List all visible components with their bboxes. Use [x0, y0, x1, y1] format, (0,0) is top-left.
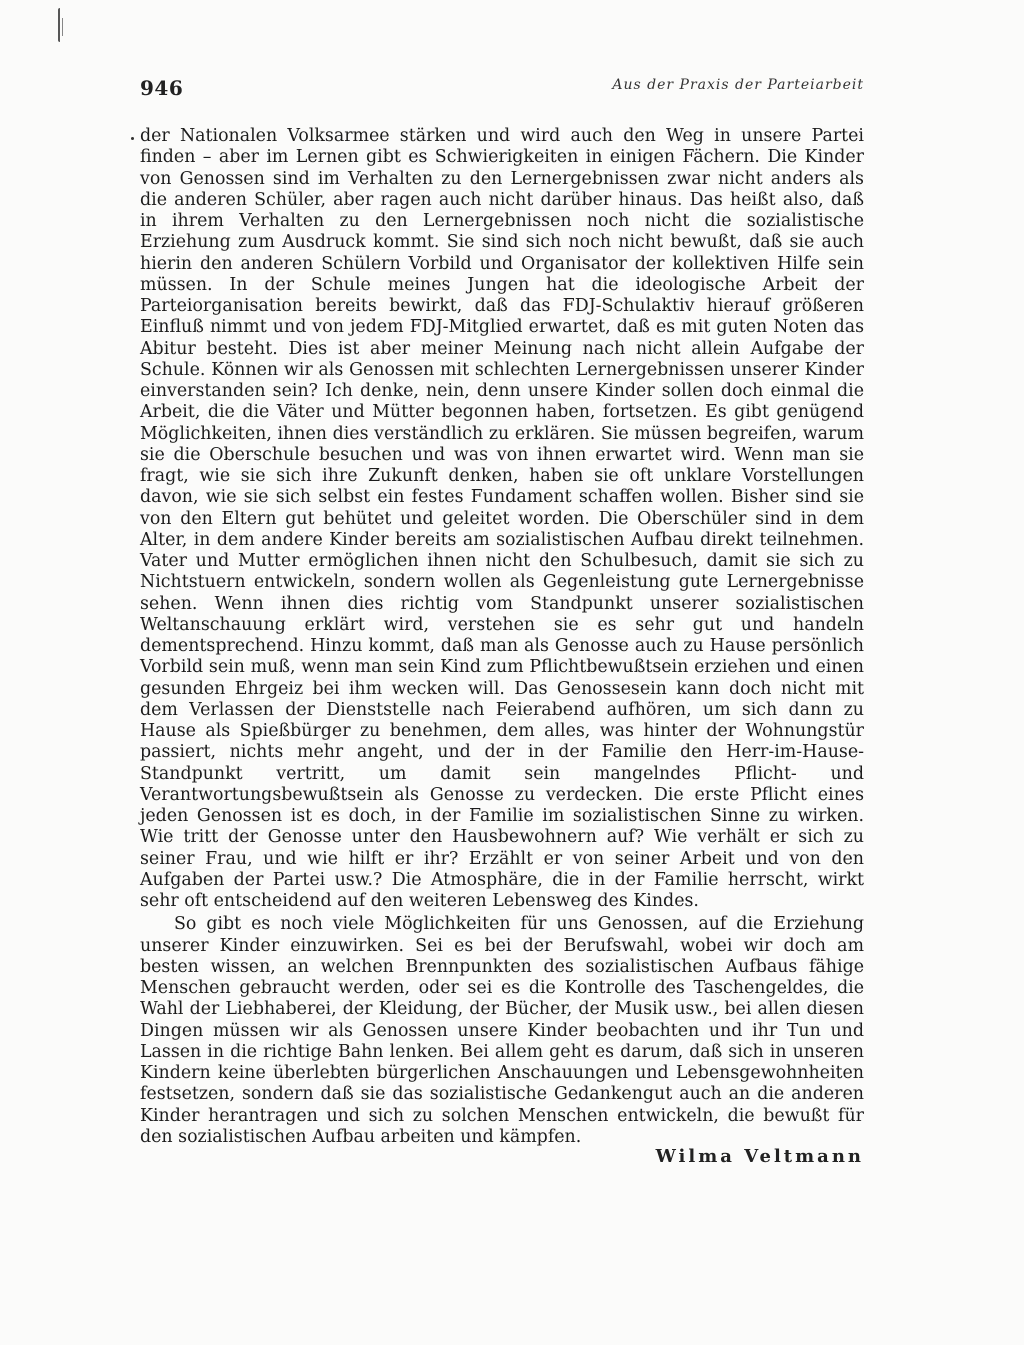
margin-dot [131, 137, 134, 140]
margin-pencil-mark-secondary [62, 18, 64, 36]
page-header [140, 74, 864, 102]
paragraph-continued: der Nationalen Volksarmee stärken und wird auch den Weg in unsere Partei finden – aber im Lernen gibt es Schwierigkeiten in einigen Fächern. Die Kinder von Genossen sind im Verhalten zu den Lernergebnissen zwar nicht anders als die anderen Schüler, aber ragen auch nicht darüber hinaus. Das heißt also, daß in ihrem Verhalten zu den Lernergebnissen noch nicht die sozialistische Erziehung zum Ausdruck kommt. Sie sind sich noch nicht bewußt, daß sie auch hierin den anderen Schülern Vorbild und Organisator der kollektiven Hilfe sein müssen. In der Schule meines Jungen hat die ideologische Arbeit der Parteiorganisation bereits bewirkt, daß das FDJ-Schulaktiv hierauf größeren Einfluß nimmt und von jedem FDJ-Mitglied erwartet, daß es mit guten Noten das Abitur besteht. Dies ist aber meiner Meinung nach nicht allein Aufgabe der Schule. Können wir als Genossen mit schlechten Lernergebnissen unserer Kinder einverstanden sein? Ich denke, nein, denn unsere Kinder sollen doch einmal die Arbeit, die die Väter und Mütter begonnen haben, fortsetzen. Es gibt genügend Möglichkeiten, ihnen dies verständlich zu erklären. Sie müssen begreifen, warum sie die Oberschule besuchen und was von ihnen erwartet wird. Wenn man sie fragt, wie sie sich ihre Zukunft denken, haben sie oft unklare Vorstellungen davon, wie sie sich selbst ein festes Fundament schaffen wollen. Bisher sind sie von den Eltern gut behütet und geleitet worden. Die Oberschüler sind in dem Alter, in dem andere Kinder bereits am sozialistischen Aufbau direkt teilnehmen. Vater und Mutter ermöglichen ihnen nicht den Schulbesuch, damit sie sich zu Nichtstuern entwickeln, sondern wollen als Gegenleistung gute Lernergebnisse sehen. Wenn ihnen dies richtig vom Standpunkt unserer sozialistischen Weltanschauung erklärt wird, verstehen sie es sehr gut und handeln dementsprechend. Hinzu kommt, daß man als Genosse auch zu Hause persönlich Vorbild sein muß, wenn man sein Kind zum Pflichtbewußtsein erziehen und einen gesunden Ehrgeiz bei ihm wecken will. Das Genossesein kann doch nicht mit dem Verlassen der Dienststelle nach Feierabend aufhören, um sich dann zu Hause als Spießbürger zu benehmen, dem alles, was hinter der Wohnungstür passiert, nichts mehr angeht, und der in der Familie den Herr-im-Hause-Standpunkt vertritt, um damit sein mangelndes Pflicht- und Verantwortungsbewußtsein als Genosse zu verdecken. Die erste Pflicht eines jeden Genossen ist es doch, in der Familie im sozialistischen Sinne zu wirken. Wie tritt der Genosse unter den Hausbewohnern auf? Wie verhält er sich zu seiner Frau, und wie hilft er ihr? Erzählt er von seiner Arbeit und von den Aufgaben der Partei usw.? Die Atmosphäre, die in der Familie herrscht, wirkt sehr oft entscheidend auf den weiteren Lebensweg des Kindes. [140, 126, 864, 911]
running-head: Aus der Praxis der Parteiarbeit [612, 77, 864, 93]
author-signature: Wilma Veltmann [655, 1146, 864, 1167]
page-number: 946 [140, 76, 184, 100]
body-text [140, 126, 864, 1148]
paragraph: So gibt es noch viele Möglichkeiten für uns Genossen, auf die Erziehung unserer Kinder einzuwirken. Sei es bei der Berufswahl, wobei wir doch am besten wissen, an welchen Brennpunkten des sozialistischen Aufbaus fähige Menschen gebraucht werden, oder sei es die Kontrolle des Taschengeldes, die Wahl der Liebhaberei, der Kleidung, der Bücher, der Musik usw., bei allen diesen Dingen müssen wir als Genossen unsere Kinder beobachten und ihr Tun und Lassen in die richtige Bahn lenken. Bei allem geht es darum, daß sich in unseren Kindern keine überlebten bürgerlichen Anschauungen und Lebensgewohnheiten festsetzen, sondern daß sie das sozialistische Gedankengut auch an die anderen Kinder herantragen und sich zu solchen Menschen entwickeln, die bewußt für den sozialistischen Aufbau arbeiten und kämpfen. [140, 914, 864, 1147]
